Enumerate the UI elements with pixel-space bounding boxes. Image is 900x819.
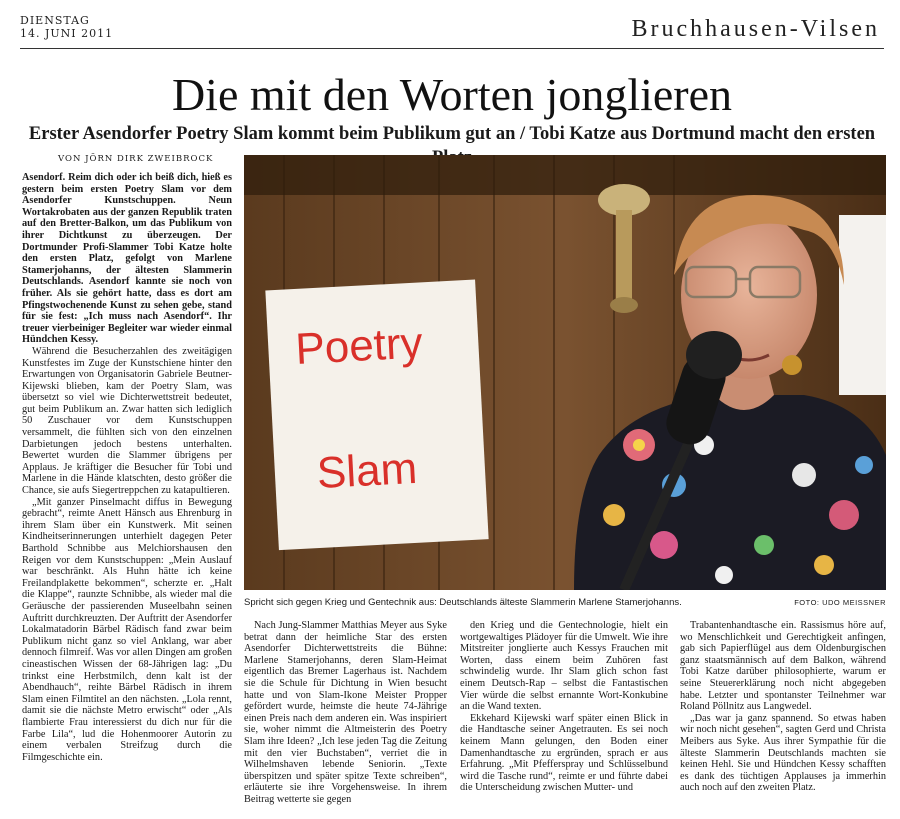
paragraph: Trabantenhandtasche ein. Rassismus höre auf, wo Menschlichkeit und Gerechtigkeit anfingen, gab sich Papierflügel aus dem Oldenburgischen ganz staatsmännisch auf dem Balkon, während Tobi Katze darüber philosophierte, warum er seine Steuererklärung noch nicht abgegeben habe. Letzter und spontanster Teilnehmer war Roland Pöllnitz aus Langwedel.: [680, 620, 886, 713]
article-column-1: [22, 172, 232, 812]
header-rule: [20, 48, 884, 49]
paragraph: Nach Jung-Slammer Matthias Meyer aus Syke betrat dann der heimliche Star des ersten Asendorfer Dichterwettstreits die Bühne: Marlene Stamerjohanns, deren Slam-Heimat eigentlich das Bremer Lagerhaus ist. Nachdem sie die Schule für Dichtung in Wien besucht hatte und von Slam-Ikone Meister Propper gefördert wurde, heimste die heute 74-Jährige einen Preis nach dem anderen ein. Was inspiriert sie, woher nimmt die Altmeisterin des Poetry Slam ihre Ideen? „Ich lese jeden Tag die Zeitung mit den vier Buchstaben“, verriet die in Wilhelmshaven lebende Seniorin. „Texte überspitzen und später spitze Texte schreiben“, erläuterte sie ihre Vorgehensweise. In ihrem Beitrag wetterte sie gegen: [244, 620, 447, 805]
lead-paragraph: Asendorf. Reim dich oder ich beiß dich, hieß es gestern beim ersten Poetry Slam vor dem Asendorfer Kunstschuppen. Neun Wortakrobaten aus der ganzen Republik traten auf den Bretter-Balkon, um das Publikum von ihrer Dichtkunst zu überzeugen. Der Dortmunder Profi-Slammer Tobi Katze holte den ersten Platz, gefolgt von Marlene Stamerjohanns, der ältesten Slammerin Deutschlands. Asendorf kannte sie noch von früher. Als sie gehört hatte, dass es dort am Pfingstwochenende Kunst zu sehen gebe, stand für sie fest: „Ich muss nach Asendorf“. Ihr treuer vierbeiniger Begleiter war wieder einmal Hündchen Kessy.: [22, 172, 232, 346]
headline: Die mit den Worten jonglieren: [171, 69, 733, 120]
article-column-2: [244, 620, 447, 815]
issue-date: 14. JUNI 2011: [20, 27, 114, 40]
paragraph: „Mit ganzer Pinselmacht diffus in Bewegung gebracht“, reimte Anett Hänsch aus Ehrenburg in ihrem Slam über ein Kunstwerk. Mit seinen Kindheitserinnerungen unterhielt dagegen Peter Barthold Schnibbe aus Melchiorshausen den Reigen vor dem Kunstschuppen: „Mein Auslauf war beschränkt. Als Huhn hätte ich keine Freilandplakette bekommen“, scherzte er. „Halt die Klappe“, raunzte Schnibbe, als wieder mal die Geräusche der passierenden Museelbahn seinen Auftritt durchkreuzten. Der Auftritt der Asendorfer Lokalmatadorin Bärbel Rädisch fand zwar beim Publikum nicht ganz so viel Anklang, war aber dennoch filmreif. Was vor allen Dingen am großen cineastischen Wissen der 68-Jährigen lag: „Du trinkst eine Herbstmilch, denn kalt ist der Abendhauch“, reihte Bärbel Rädisch in ihrem Slam einen Filmtitel an den nächsten. „Lola rennt, damit sie die nächste Metro erwischt“ oder „Als flambierte Frau interessierst du dich nur für die Farbe Lila“, lud die Hohenmoorer Autorin zu einem verbalen Streifzug durch die Filmgeschichte ein.: [22, 496, 232, 763]
paragraph: Während die Besucherzahlen des zweitägigen Kunstfestes im Zuge der Kunstschiene hinter den Erwartungen von Organisatorin Gabriele Beutner-Kijewski blieben, kam der Poetry Slam, was übersetzt so viel wie Dichterwettstreit bedeutet, gut beim Publikum an. Zwar hatten sich lediglich 50 Zuschauer vor dem Kunstschuppen versammelt, die fühlten sich von den einzelnen Darbietungen jedoch bestens unterhalten. Bewertet wurden die Slammer übrigens per Applaus. Je kräftiger die Besucher für Tobi und Marlene in die Hände klatschten, desto größer die Chance, sie aufs Siegertreppchen zu katapultieren.: [22, 345, 232, 497]
subheadline: Erster Asendorfer Poetry Slam kommt beim Publikum gut an / Tobi Katze aus Dortmund macht den ersten: [28, 124, 876, 144]
photo-caption: Spricht sich gegen Krieg und Gentechnik aus: Deutschlands älteste Slammerin Marlene Stamerjohanns.: [244, 597, 682, 608]
dateline: [20, 14, 160, 40]
paragraph: „Das war ja ganz spannend. So etwas haben wir noch nicht gesehen“, sagten Gerd und Christa Meibers aus Syke. Aus ihrer Sympathie für die älteste Slammerin Deutschlands machten sie keinen Hehl. Sie und Hündchen Kessy schafften es dank des tüchtigen Applauses ja immerhin auch noch auf den zweiten Platz.: [680, 712, 886, 794]
article-column-4: [680, 620, 886, 815]
photo-credit: FOTO: UDO MEISSNER: [794, 598, 886, 607]
weekday: DIENSTAG: [20, 14, 90, 27]
article-column-3: [460, 620, 668, 815]
paragraph: Ekkehard Kijewski warf später einen Blick in die Handtasche seiner Angetrauten. Es sei noch keinem Mann gelungen, den Boden einer Damenhandtasche zu ergründen, sprach er aus Erfahrung. „Mit Pfefferspray und Schlüsselbund wird die Tasche rund“, reimte er und führte dabei die Unterscheidung zwischen Mutter- und: [460, 712, 668, 794]
poster-text-slam: Slam: [315, 443, 419, 499]
paragraph: den Krieg und die Gentechnologie, hielt ein wortgewaltiges Plädoyer für die Umwelt. Wie ihre Mitstreiter jonglierte auch Kessys Frauchen mit Worten, dass einem beim Zuhören fast schwindelig wurde. Ihr Slam glich schon fast einem Deutsch-Rap – selbst die Fantastischen Vier würde die selbst ernannte Wort-Konkubine an die Wand texten.: [460, 620, 668, 713]
section-title: Bruchhausen-Vilsen: [631, 16, 880, 42]
article-photo: [244, 155, 886, 590]
photo-illustration: [244, 155, 886, 590]
poster-text-poetry: Poetry: [294, 318, 424, 374]
byline: VON JÖRN DIRK ZWEIBROCK: [58, 154, 214, 164]
